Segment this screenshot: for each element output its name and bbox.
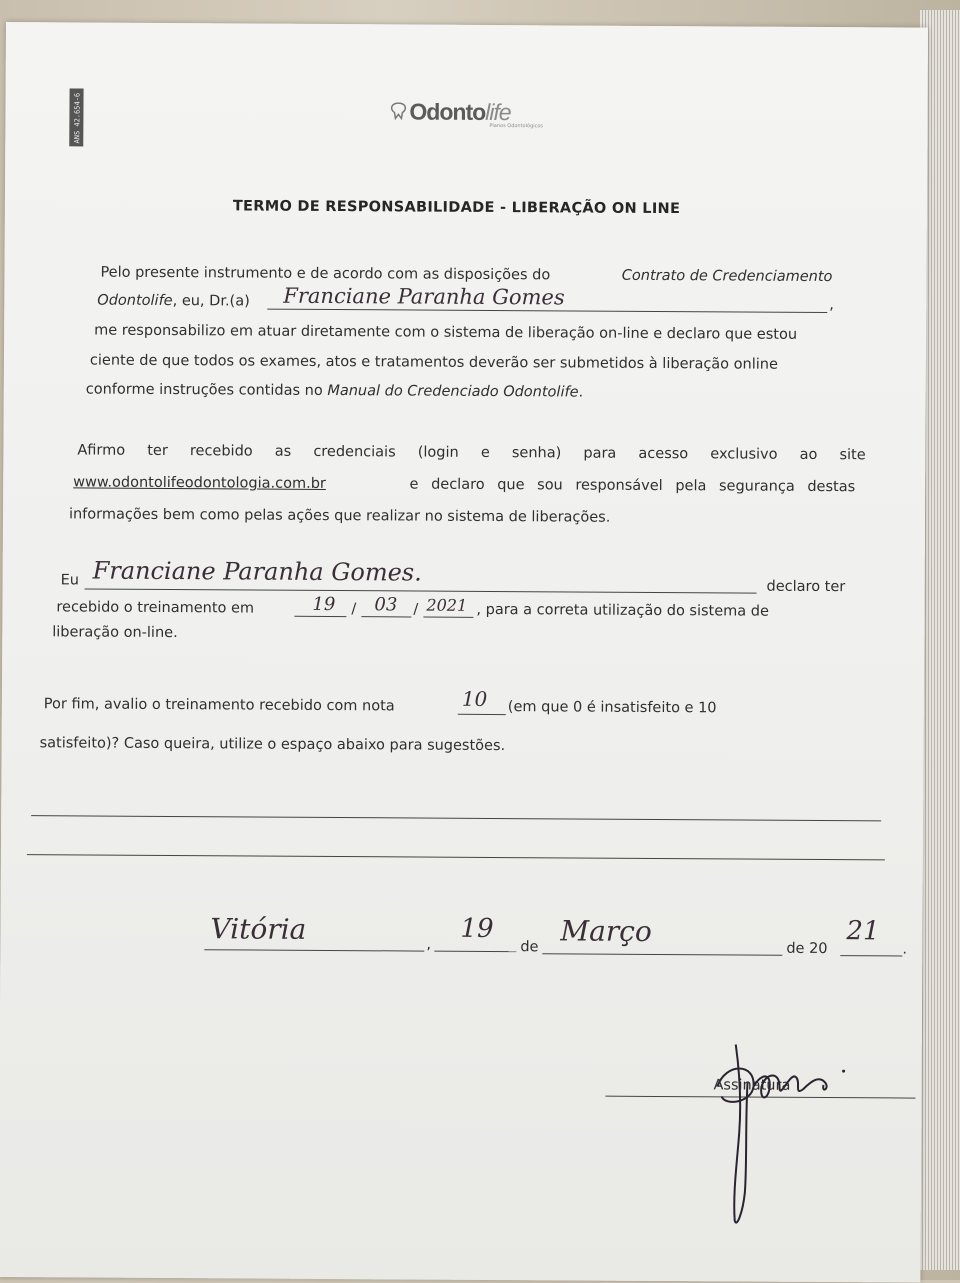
odontolife-logo: [389, 96, 569, 131]
rating-label: Por fim, avalio o treinamento recebido com nota: [43, 696, 395, 715]
stamp-text: ANS 42.654-6: [73, 92, 82, 144]
name-underline-2: [85, 588, 757, 593]
rating-scale: (em que 0 é insatisfeito e 10: [507, 699, 717, 717]
rating-value: 10: [461, 686, 488, 711]
para2-line2-text: e declaro que sou responsável pela segurança destas: [409, 476, 856, 496]
training-year: 2021: [426, 595, 468, 615]
comma: ,: [829, 297, 834, 314]
para2-line3: informações bem como pelas ações que realizar no sistema de liberações.: [68, 506, 611, 526]
city-month: Março: [560, 914, 652, 948]
place-date-line: Vitória , 19 de Março de 20 21 .: [204, 919, 904, 963]
year-underline-2: [840, 955, 902, 956]
city-handwritten: Vitória: [210, 912, 307, 946]
tooth-icon: [389, 102, 407, 120]
rating-underline: [458, 714, 506, 715]
para1-line3: me responsabilizo em atuar diretamente com o sistema de liberação on-line e declaro que estou: [94, 322, 798, 343]
declaro-label: declaro ter: [766, 578, 846, 596]
signature-label: Assinatura: [713, 1077, 791, 1094]
training-day: 19: [312, 593, 336, 616]
period: .: [578, 384, 584, 401]
day-underline: [294, 616, 346, 617]
year-suffix: 21: [846, 916, 880, 947]
training-label: recebido o treinamento em: [56, 599, 255, 617]
year-underline: [423, 617, 473, 618]
para1-line5: [86, 379, 584, 402]
de-label-2: de 20: [786, 940, 828, 958]
para1-line4: ciente de que todos os exames, atos e tratamentos deverão ser submetidos à liberação online: [89, 352, 778, 373]
para2-line2: [73, 472, 855, 497]
para3-line3: liberação on-line.: [52, 624, 178, 642]
city-underline: [204, 949, 424, 951]
eu-label: Eu: [60, 572, 79, 589]
logo-brand-main: Odonto: [409, 98, 486, 125]
final-dot: .: [902, 941, 908, 958]
ans-stamp: [67, 88, 87, 146]
para4-line2: satisfeito)? Caso queira, utilize o espaço abaixo para sugestões.: [39, 735, 506, 755]
para1-line1: [100, 263, 832, 287]
de-label-1: de: [520, 939, 539, 956]
month-underline: [361, 616, 411, 617]
day-underline-2: [434, 951, 516, 953]
document-title: TERMO DE RESPONSABILIDADE - LIBERAÇÃO ON LINE: [232, 198, 681, 218]
document-page: [0, 22, 928, 1283]
contract-name: Contrato de Credenciamento: [621, 267, 833, 286]
manual-name: Manual do Credenciado Odontolife: [327, 382, 579, 401]
para4-line1: [43, 686, 764, 720]
dentist-name-handwritten: Franciane Paranha Gomes: [283, 283, 565, 310]
company-name: Odontolife: [97, 292, 173, 310]
para1-line5-text: conforme instruções contidas no: [85, 381, 323, 399]
para1-text: Pelo presente instrumento e de acordo com as disposições do: [100, 264, 551, 284]
training-month: 03: [374, 594, 398, 616]
logo-wordmark: [409, 98, 510, 126]
logo-brand-accent: life: [485, 98, 511, 126]
site-link[interactable]: www.odontolifeodontologia.com.br: [73, 474, 326, 492]
handwritten-signature: [695, 1042, 866, 1229]
para3-line2-rest: , para a correta utilização do sistema de: [476, 601, 769, 620]
city-day: 19: [460, 913, 494, 944]
logo-tagline: Planos Odontológicos: [489, 122, 544, 130]
para3-line2: recebido o treinamento em 19 / 03 / 2021 , para a correta utilização do sistema de: [56, 593, 769, 620]
suggestion-line-2[interactable]: [27, 854, 885, 860]
suggestion-line-1[interactable]: [31, 815, 881, 821]
para1-line2: [97, 283, 837, 318]
para2-line1: Afirmo ter recebido as credenciais (login e senha) para acesso exclusivo ao site: [77, 442, 866, 464]
dr-label: , eu, Dr.(a): [172, 293, 250, 310]
trainee-name-handwritten: Franciane Paranha Gomes.: [92, 556, 422, 587]
month-underline-2: [542, 953, 782, 955]
